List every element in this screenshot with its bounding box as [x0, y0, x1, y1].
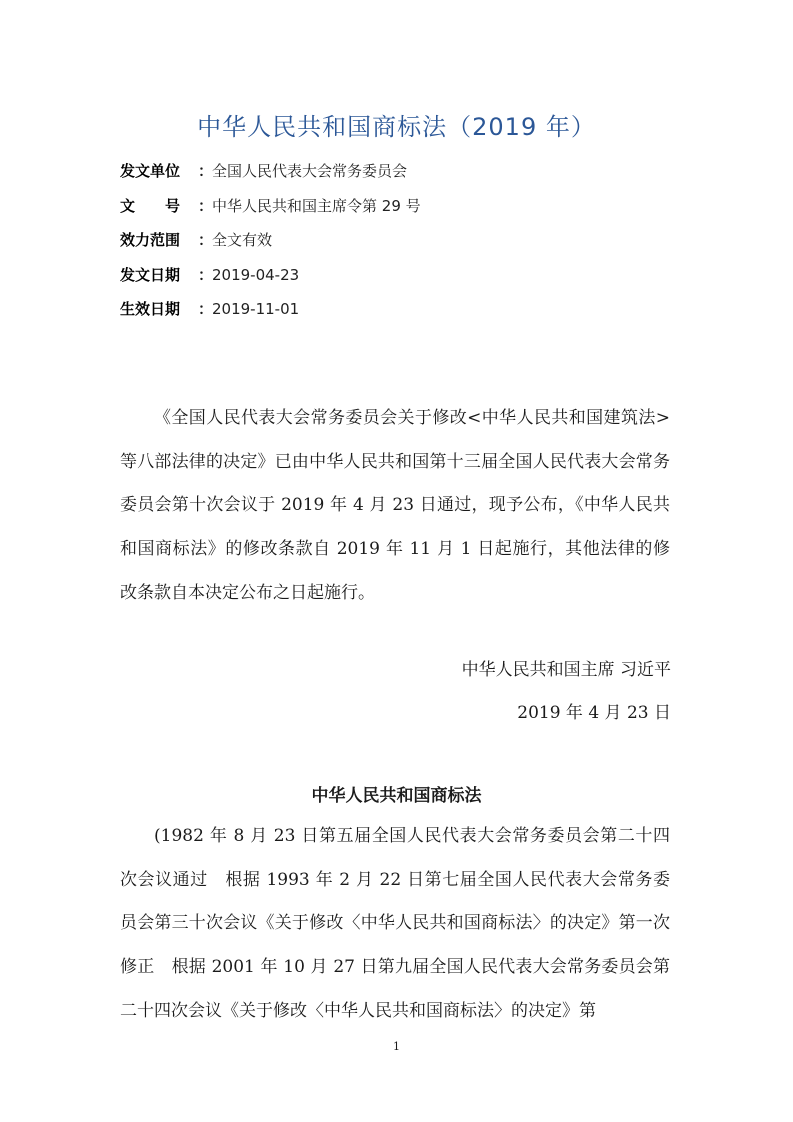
- page-number: 1: [393, 1040, 400, 1053]
- meta-row-issue-date: [120, 261, 421, 296]
- meta-label: 发文单位: [120, 162, 181, 180]
- meta-value: 全文有效: [212, 231, 273, 249]
- meta-label: 效力范围: [120, 231, 181, 249]
- decision-paragraph: 《全国人民代表大会常务委员会关于修改<中华人民共和国建筑法>等八部法律的决定》已由中华人民共和国第十三届全国人民代表大会常务委员会第十次会议于 2019 年 4 月 23 日通过，现予公布，《中华人民共和国商标法》的修改条款自 2019 年 11 月 1 日起施行，其他法律的修改条款自本决定公布之日起施行。: [120, 408, 670, 603]
- document-metadata: [120, 157, 421, 330]
- meta-value: 全国人民代表大会常务委员会: [212, 162, 408, 180]
- meta-colon: ：: [198, 265, 214, 284]
- meta-label: 文 号: [120, 196, 181, 215]
- meta-colon: ：: [198, 162, 214, 180]
- meta-colon: ：: [198, 196, 214, 215]
- signature-name: 中华人民共和国主席 习近平: [461, 660, 671, 680]
- meta-value: 2019-11-01: [212, 300, 300, 318]
- meta-row-document-number: [120, 192, 421, 227]
- meta-row-issuer: [120, 157, 421, 192]
- meta-value: 2019-04-23: [212, 265, 300, 284]
- document-title: 中华人民共和国商标法（2019 年）: [197, 113, 596, 141]
- meta-colon: ：: [198, 231, 214, 249]
- amendment-history-paragraph: (1982 年 8 月 23 日第五届全国人民代表大会常务委员会第二十四次会议通过 根据 1993 年 2 月 22 日第七届全国人民代表大会常务委员会第三十次会议《关于修改〈中华人民共和国商标法〉的决定》第一次修正 根据 2001 年 10 月 27 日第九届全国人民代表大会常务委员会第二十四次会议《关于修改〈中华人民共和国商标法〉的决定》第: [120, 826, 670, 1021]
- law-heading: 中华人民共和国商标法: [311, 786, 482, 806]
- meta-label: 发文日期: [120, 265, 181, 284]
- meta-row-scope: [120, 226, 421, 261]
- meta-label: 生效日期: [120, 300, 181, 318]
- meta-row-effective-date: [120, 295, 421, 330]
- meta-colon: ：: [198, 300, 214, 318]
- meta-value: 中华人民共和国主席令第 29 号: [212, 196, 421, 215]
- signature-date: 2019 年 4 月 23 日: [517, 703, 671, 723]
